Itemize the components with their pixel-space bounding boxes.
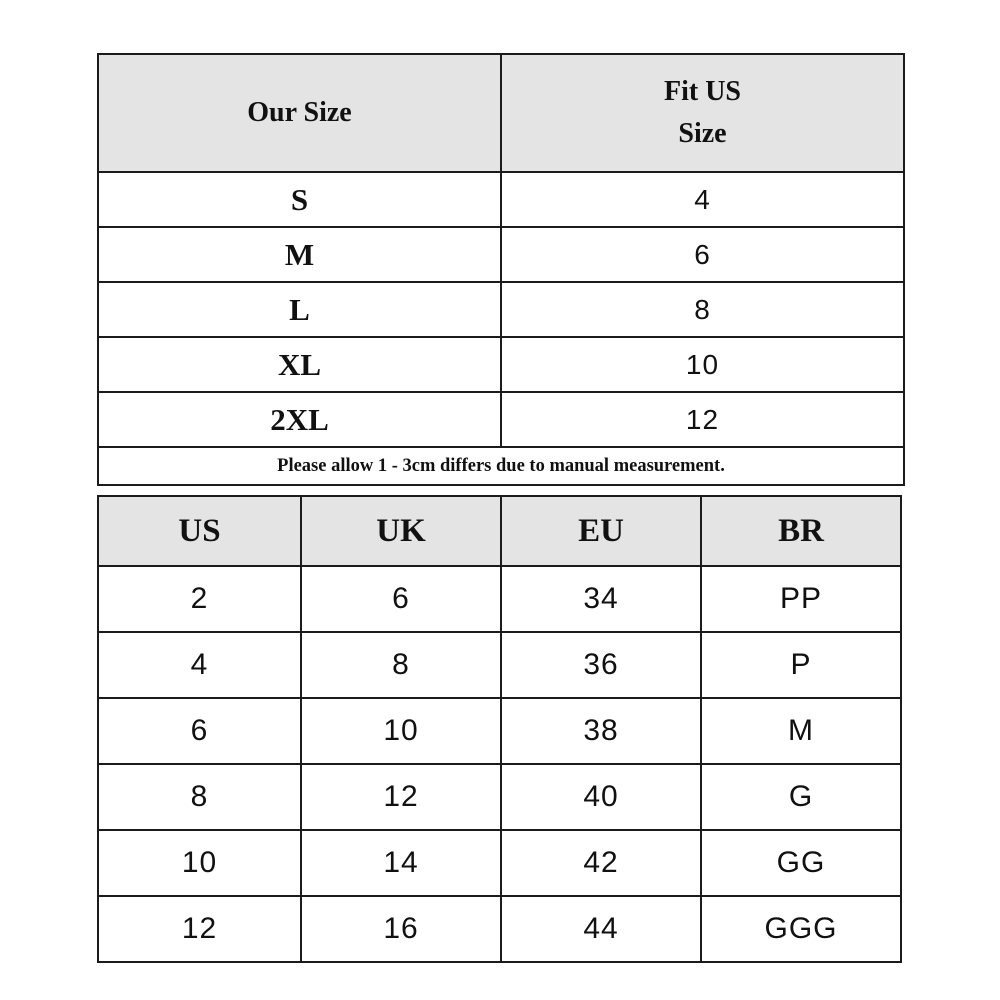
fit-us-column-header (501, 54, 904, 172)
measurement-note: Please allow 1 - 3cm differs due to manual measurement. (98, 447, 904, 485)
our-size-cell: S (98, 172, 501, 227)
size-conversion-table (97, 495, 902, 963)
table-row (98, 392, 904, 447)
us-size-cell: 4 (98, 632, 301, 698)
fit-us-cell: 10 (501, 337, 904, 392)
eu-size-cell: 38 (501, 698, 701, 764)
table-row (98, 896, 901, 962)
br-size-cell: G (701, 764, 901, 830)
table-row (98, 764, 901, 830)
table-row (98, 227, 904, 282)
uk-size-cell: 14 (301, 830, 501, 896)
us-size-cell: 10 (98, 830, 301, 896)
fit-us-header-line2: Size (678, 118, 727, 149)
table-row (98, 337, 904, 392)
br-size-cell: M (701, 698, 901, 764)
uk-column-header: UK (301, 496, 501, 566)
table-row (98, 282, 904, 337)
table-row (98, 698, 901, 764)
br-size-cell: P (701, 632, 901, 698)
table-row (98, 172, 904, 227)
br-size-cell: GG (701, 830, 901, 896)
uk-size-cell: 12 (301, 764, 501, 830)
uk-size-cell: 6 (301, 566, 501, 632)
fit-us-cell: 6 (501, 227, 904, 282)
eu-size-cell: 44 (501, 896, 701, 962)
us-size-cell: 6 (98, 698, 301, 764)
table-row (98, 566, 901, 632)
fit-us-cell: 12 (501, 392, 904, 447)
size-fit-header-row (98, 54, 904, 172)
table-row (98, 632, 901, 698)
our-size-cell: L (98, 282, 501, 337)
uk-size-cell: 16 (301, 896, 501, 962)
eu-size-cell: 40 (501, 764, 701, 830)
eu-size-cell: 34 (501, 566, 701, 632)
eu-column-header: EU (501, 496, 701, 566)
us-size-cell: 2 (98, 566, 301, 632)
eu-size-cell: 36 (501, 632, 701, 698)
us-size-cell: 12 (98, 896, 301, 962)
conversion-header-row (98, 496, 901, 566)
br-size-cell: PP (701, 566, 901, 632)
our-size-cell: XL (98, 337, 501, 392)
measurement-note-row (98, 447, 904, 485)
fit-us-cell: 8 (501, 282, 904, 337)
our-size-cell: M (98, 227, 501, 282)
br-column-header: BR (701, 496, 901, 566)
our-size-cell: 2XL (98, 392, 501, 447)
us-column-header: US (98, 496, 301, 566)
eu-size-cell: 42 (501, 830, 701, 896)
our-size-column-header: Our Size (98, 54, 501, 172)
table-row (98, 830, 901, 896)
fit-us-cell: 4 (501, 172, 904, 227)
us-size-cell: 8 (98, 764, 301, 830)
uk-size-cell: 10 (301, 698, 501, 764)
br-size-cell: GGG (701, 896, 901, 962)
size-fit-table (97, 53, 905, 486)
uk-size-cell: 8 (301, 632, 501, 698)
fit-us-header-line1: Fit US (664, 76, 741, 107)
